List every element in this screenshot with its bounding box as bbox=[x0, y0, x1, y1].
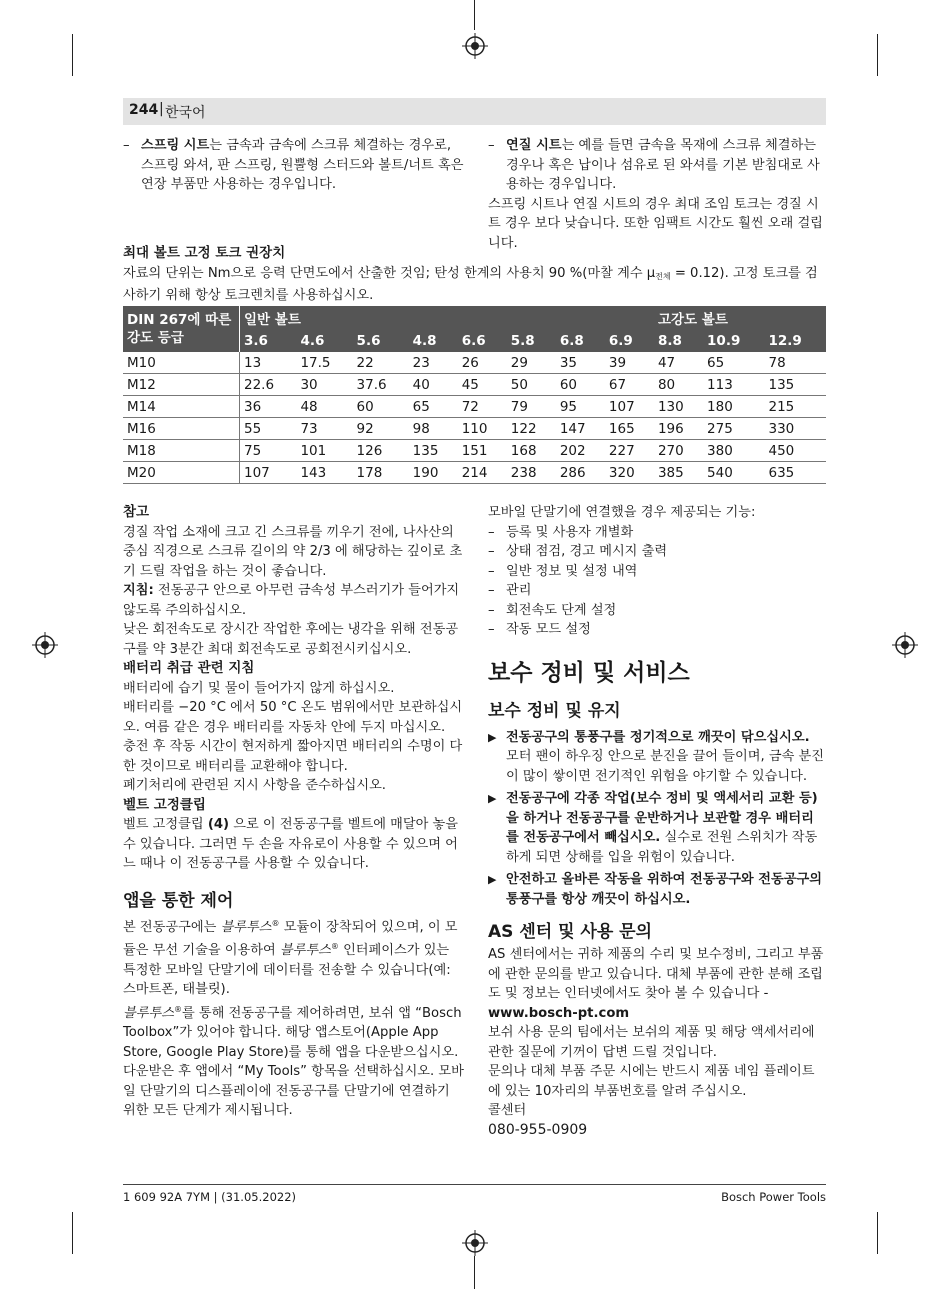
torque-value: 165 bbox=[605, 418, 654, 440]
torque-value: 135 bbox=[765, 374, 827, 396]
torque-value: 26 bbox=[458, 352, 507, 374]
right-column: 모바일 단말기에 연결했을 경우 제공되는 기능: – 등록 및 사용자 개별화 – 상태 점검, 경고 메시지 출력 – 일반 정보 및 설정 내역 – 관리 – 회전속도 단계 설정 – 작동 모드 설정 보수 정비 및 서비스 보수 정비 및 유지 ▶ 전동공구의 통풍구를 정기적으로 깨끗이 닦으십시오. 모터 팬이 하우징 안으로 분진을 끌어 들이며, 금속 분진이 많이 쌓이면 전기적인 위험을 야기할 수 있습니다. ▶ 전동공구에 각종 작업(보수 정비 및 액세서리 교환 등)을 하거나 전동공구를 운반하거나 보관할 경우 배터리를 전동공구에서 빼십시오. 실수로 전원 스위치가 작동하게 되면 상해를 입을 위험이 있습니다. ▶ 안전하고 올바른 작동을 위하여 전동공구와 전동공구의 통풍구를 항상 깨끗이 하십시오. AS 센터 및 사용 문의 AS 센터에서는 귀하 제품의 수리 및 보수정비, 그리고 부품에 관한 문의를 받고 있습니다. 대체 부품에 관한 분해 조립도 및 정보는 인터넷에서도 찾아 볼 수 있습니다 - www.bosch-pt.com 보쉬 사용 문의 팀에서는 보쉬의 제품 및 해당 액세서리에 관한 질문에 기꺼이 답변 드릴 것입니다. 문의나 대체 부품 주문 시에는 반드시 제품 네임 플레이트에 있는 10자리의 부품번호를 알려 주십시오. 콜센터 080-955-0909 bbox=[488, 503, 826, 1140]
registration-mark-icon bbox=[32, 632, 58, 658]
crop-mark bbox=[72, 1212, 73, 1254]
table-row bbox=[123, 352, 826, 374]
grade-header: 10.9 bbox=[703, 329, 764, 352]
triangle-bullet-icon: ▶ bbox=[488, 792, 497, 805]
table-corner: DIN 267에 따른 강도 등급 bbox=[123, 306, 240, 352]
torque-value: 214 bbox=[458, 462, 507, 484]
torque-value: 23 bbox=[409, 352, 458, 374]
torque-value: 113 bbox=[703, 374, 764, 396]
table-row bbox=[123, 462, 826, 484]
torque-value: 635 bbox=[765, 462, 827, 484]
bolt-size: M20 bbox=[123, 462, 240, 484]
torque-value: 270 bbox=[654, 440, 703, 462]
torque-value: 540 bbox=[703, 462, 764, 484]
torque-value: 215 bbox=[765, 396, 827, 418]
torque-value: 286 bbox=[556, 462, 605, 484]
intro-right: – 연질 시트는 예를 들면 금속을 목재에 스크류 체결하는 경우나 혹은 납이나 섬유로 된 와셔를 기본 받침대로 사용하는 경우입니다. 스프링 시트나 연질 시트의 경우 최대 조임 토크는 경질 시트 경우 보다 낮습니다. 또한 임팩트 시간도 훨씬 오래 걸립니다. bbox=[488, 136, 826, 253]
torque-value: 47 bbox=[654, 352, 703, 374]
crop-mark bbox=[877, 34, 878, 76]
table-row bbox=[123, 396, 826, 418]
footer-left: 1 609 92A 7YM | (31.05.2022) bbox=[123, 1190, 296, 1204]
triangle-bullet-icon: ▶ bbox=[488, 873, 497, 886]
grade-header: 6.8 bbox=[556, 329, 605, 352]
torque-value: 39 bbox=[605, 352, 654, 374]
torque-value: 101 bbox=[296, 440, 352, 462]
call-number: 080-955-0909 bbox=[488, 1121, 588, 1138]
torque-value: 45 bbox=[458, 374, 507, 396]
torque-value: 30 bbox=[296, 374, 352, 396]
page-number: 244 bbox=[129, 102, 159, 118]
list-item: – 관리 bbox=[488, 581, 826, 601]
torque-value: 13 bbox=[240, 352, 297, 374]
torque-value: 238 bbox=[507, 462, 556, 484]
torque-value: 55 bbox=[240, 418, 297, 440]
torque-value: 37.6 bbox=[353, 374, 409, 396]
torque-value: 92 bbox=[353, 418, 409, 440]
clip-heading: 벨트 고정클립 bbox=[123, 796, 206, 813]
list-item: – 회전속도 단계 설정 bbox=[488, 601, 826, 621]
torque-value: 122 bbox=[507, 418, 556, 440]
torque-value: 202 bbox=[556, 440, 605, 462]
torque-section bbox=[123, 244, 826, 306]
torque-value: 450 bbox=[765, 440, 827, 462]
torque-value: 95 bbox=[556, 396, 605, 418]
grade-header: 5.8 bbox=[507, 329, 556, 352]
torque-value: 60 bbox=[556, 374, 605, 396]
torque-value: 107 bbox=[240, 462, 297, 484]
torque-value: 227 bbox=[605, 440, 654, 462]
torque-value: 36 bbox=[240, 396, 297, 418]
torque-value: 80 bbox=[654, 374, 703, 396]
website-link[interactable]: www.bosch-pt.com bbox=[488, 1005, 630, 1021]
torque-description: 자료의 단위는 Nm으로 응력 단면도에서 산출한 것임; 탄성 한계의 사용치 90 %(마찰 계수 $\mu_{전체} = 0.12$). 고정 토크를 검사하기 위해 항상 토크렌치를 사용하십시오. bbox=[123, 265, 818, 303]
torque-value: 67 bbox=[605, 374, 654, 396]
torque-value: 35 bbox=[556, 352, 605, 374]
torque-value: 380 bbox=[703, 440, 764, 462]
torque-value: 65 bbox=[703, 352, 764, 374]
torque-value: 78 bbox=[765, 352, 827, 374]
crop-mark bbox=[474, 1256, 475, 1289]
table-row bbox=[123, 440, 826, 462]
maintenance-item: ▶ 전동공구에 각종 작업(보수 정비 및 액세서리 교환 등)을 하거나 전동공구를 운반하거나 보관할 경우 배터리를 전동공구에서 빼십시오. 실수로 전원 스위치가 작동하게 되면 상해를 입을 위험이 있습니다. bbox=[488, 791, 818, 865]
grade-header: 6.9 bbox=[605, 329, 654, 352]
grade-header: 5.6 bbox=[353, 329, 409, 352]
table-row bbox=[123, 374, 826, 396]
torque-value: 73 bbox=[296, 418, 352, 440]
app-heading: 앱을 통한 제어 bbox=[123, 890, 234, 911]
torque-value: 147 bbox=[556, 418, 605, 440]
torque-heading: 최대 볼트 고정 토크 권장치 bbox=[123, 245, 286, 261]
service-heading: 보수 정비 및 서비스 bbox=[488, 659, 690, 686]
torque-value: 385 bbox=[654, 462, 703, 484]
language-label: 한국어 bbox=[165, 105, 206, 121]
torque-value: 22 bbox=[353, 352, 409, 374]
torque-value: 79 bbox=[507, 396, 556, 418]
torque-table bbox=[123, 306, 826, 484]
torque-value: 320 bbox=[605, 462, 654, 484]
torque-value: 190 bbox=[409, 462, 458, 484]
page-header: 244 | 한국어 bbox=[123, 98, 826, 125]
note-heading: 참고 bbox=[123, 504, 150, 520]
list-item: – 등록 및 사용자 개별화 bbox=[488, 523, 826, 543]
group-standard: 일반 볼트 bbox=[240, 306, 654, 329]
torque-value: 75 bbox=[240, 440, 297, 462]
maintenance-item: ▶ 안전하고 올바른 작동을 위하여 전동공구와 전동공구의 통풍구를 항상 깨끗이 하십시오. bbox=[488, 872, 822, 907]
bolt-size: M14 bbox=[123, 396, 240, 418]
list-item: – 상태 점검, 경고 메시지 출력 bbox=[488, 542, 826, 562]
torque-value: 72 bbox=[458, 396, 507, 418]
registration-mark-icon bbox=[462, 33, 488, 59]
list-item: – 일반 정보 및 설정 내역 bbox=[488, 562, 826, 582]
registration-mark-icon bbox=[462, 1230, 488, 1256]
torque-value: 50 bbox=[507, 374, 556, 396]
torque-value: 330 bbox=[765, 418, 827, 440]
bolt-size: M18 bbox=[123, 440, 240, 462]
torque-value: 178 bbox=[353, 462, 409, 484]
registration-mark-icon bbox=[892, 632, 918, 658]
call-label: 콜센터 bbox=[488, 1103, 527, 1118]
torque-value: 40 bbox=[409, 374, 458, 396]
torque-value: 168 bbox=[507, 440, 556, 462]
grade-header: 6.6 bbox=[458, 329, 507, 352]
grade-header: 8.8 bbox=[654, 329, 703, 352]
torque-value: 65 bbox=[409, 396, 458, 418]
crop-mark bbox=[72, 34, 73, 76]
maintenance-heading: 보수 정비 및 유지 bbox=[488, 700, 621, 721]
grade-header: 4.8 bbox=[409, 329, 458, 352]
triangle-bullet-icon: ▶ bbox=[488, 730, 497, 744]
torque-value: 151 bbox=[458, 440, 507, 462]
bolt-size: M16 bbox=[123, 418, 240, 440]
grade-header: 4.6 bbox=[296, 329, 352, 352]
torque-value: 196 bbox=[654, 418, 703, 440]
crop-mark bbox=[474, 0, 475, 30]
crop-mark bbox=[877, 1212, 878, 1254]
mobile-feature-list bbox=[488, 523, 826, 640]
torque-value: 180 bbox=[703, 396, 764, 418]
footer-rule bbox=[123, 1184, 826, 1185]
torque-value: 275 bbox=[703, 418, 764, 440]
torque-value: 107 bbox=[605, 396, 654, 418]
torque-value: 110 bbox=[458, 418, 507, 440]
footer-right: Bosch Power Tools bbox=[721, 1190, 826, 1204]
torque-value: 126 bbox=[353, 440, 409, 462]
torque-value: 22.6 bbox=[240, 374, 297, 396]
grade-header: 3.6 bbox=[240, 329, 297, 352]
intro-left: – 스프링 시트는 금속과 금속에 스크류 체결하는 경우로, 스프링 와셔, 판 스프링, 원뿔형 스터드와 볼트/너트 혹은 연장 부품만 사용하는 경우입니다. bbox=[123, 136, 465, 195]
torque-value: 29 bbox=[507, 352, 556, 374]
torque-value: 143 bbox=[296, 462, 352, 484]
battery-heading: 배터리 취급 관련 지침 bbox=[123, 660, 255, 676]
table-row bbox=[123, 418, 826, 440]
torque-value: 98 bbox=[409, 418, 458, 440]
as-heading: AS 센터 및 사용 문의 bbox=[488, 922, 653, 942]
bolt-size: M12 bbox=[123, 374, 240, 396]
list-item: – 작동 모드 설정 bbox=[488, 620, 826, 640]
left-column: 참고 경질 작업 소재에 크고 긴 스크류를 끼우기 전에, 나사산의 중심 직경으로 스크류 길이의 약 2/3 에 해당하는 깊이로 초기 드릴 작업을 하는 것이 좋습니다. 지침: 전동공구 안으로 아무런 금속성 부스러기가 들어가지 않도록 주의하십시오. 낮은 회전속도로 장시간 작업한 후에는 냉각을 위해 전동공구를 약 3분간 최대 회전속도로 공회전시키십시오. 배터리 취급 관련 지침 배터리에 습기 및 물이 들어가지 않게 하십시오. 배터리를 −20 °C 에서 50 °C 온도 범위에서만 보관하십시오. 여름 같은 경우 배터리를 자동차 안에 두지 마십시오. 충전 후 작동 시간이 현저하게 짧아지면 배터리의 수명이 다한 것이므로 배터리를 교환해야 합니다. 폐기처리에 관련된 지시 사항을 준수하십시오. 벨트 고정클립 벨트 고정클립 (4) 으로 이 전동공구를 벨트에 매달아 놓을 수 있습니다. 그러면 두 손을 자유로이 사용할 수 있으며 어느 때나 이 전동공구를 사용할 수 있습니다. 앱을 통한 제어 본 전동공구에는 블루투스® 모듈이 장착되어 있으며, 이 모듈은 무선 기술을 이용하여 블루투스® 인터페이스가 있는 특정한 모바일 단말기에 데이터를 전송할 수 있습니다(예: 스마트폰, 태블릿). 블루투스®를 통해 전동공구를 제어하려면, 보쉬 앱 “Bosch Toolbox”가 있어야 합니다. 해당 앱스토어(Apple App Store, Google Play Store)를 통해 앱을 다운받으십시오. 다운받은 후 앱에서 “My Tools” 항목을 선택하십시오. 모바일 단말기의 디스플레이에 전동공구를 단말기에 연결하기 위한 모든 단계가 제시됩니다. bbox=[123, 504, 464, 1118]
torque-value: 135 bbox=[409, 440, 458, 462]
torque-value: 48 bbox=[296, 396, 352, 418]
torque-value: 60 bbox=[353, 396, 409, 418]
grade-header: 12.9 bbox=[765, 329, 827, 352]
torque-value: 17.5 bbox=[296, 352, 352, 374]
bolt-size: M10 bbox=[123, 352, 240, 374]
torque-value: 130 bbox=[654, 396, 703, 418]
group-high-strength: 고강도 볼트 bbox=[654, 306, 826, 329]
maintenance-item: ▶ 전동공구의 통풍구를 정기적으로 깨끗이 닦으십시오. 모터 팬이 하우징 안으로 분진을 끌어 들이며, 금속 분진이 많이 쌓이면 전기적인 위험을 야기할 수 있습니다. bbox=[488, 729, 824, 784]
